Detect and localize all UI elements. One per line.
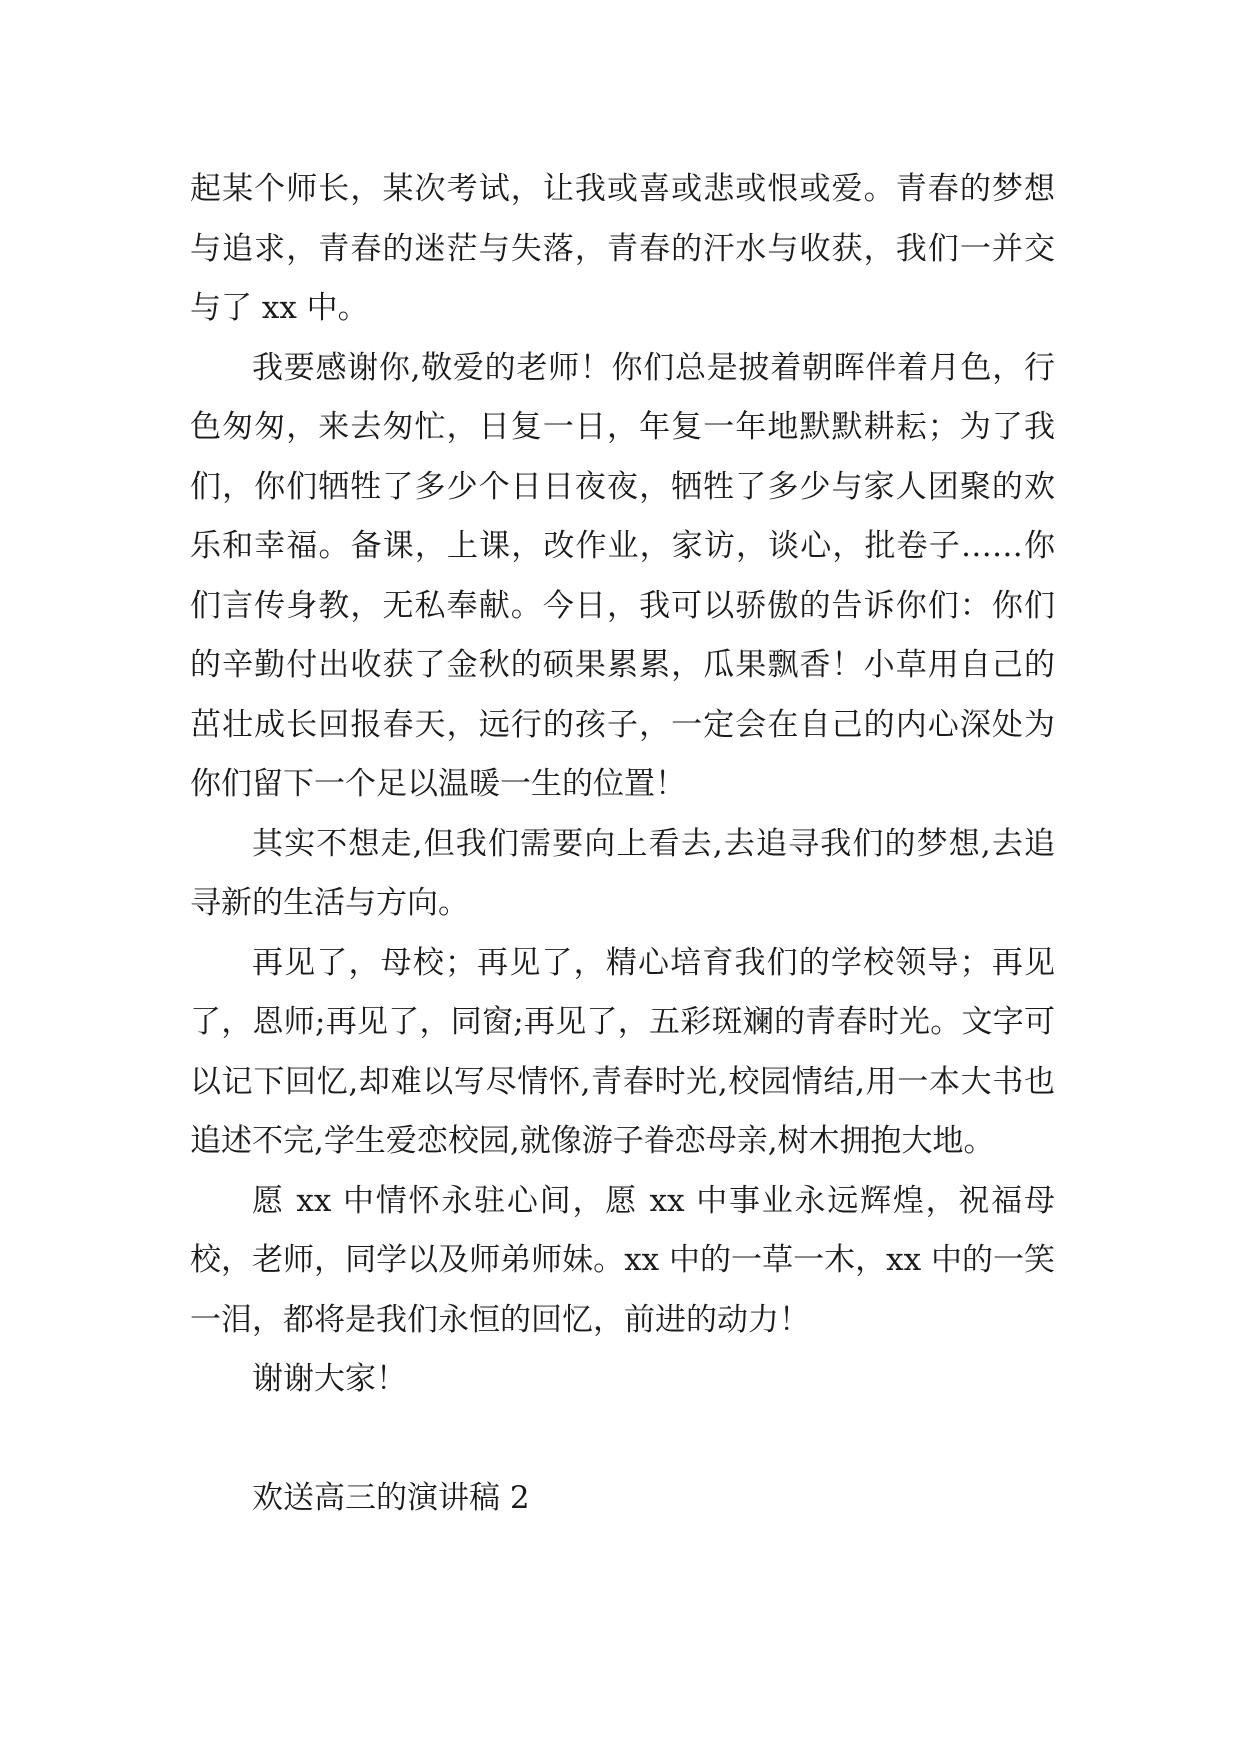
paragraph-continuation: 起某个师长，某次考试，让我或喜或悲或恨或爱。青春的梦想与追求，青春的迷茫与失落，青春的汗水与收获，我们一并交与了 xx 中。 [190, 171, 1055, 326]
paragraph-thanks: 谢谢大家！ [252, 1361, 407, 1397]
paragraph-farewell: 再见了，母校；再见了，精心培育我们的学校领导；再见了，恩师;再见了，同窗;再见了，五彩斑斓的青春时光。文字可以记下回忆,却难以写尽情怀,青春时光,校园情结,用一本大书也追述不完,学生爱恋校园,就像游子眷恋母亲,树木拥抱大地。 [190, 944, 1055, 1159]
paragraph-blessing: 愿 xx 中情怀永驻心间，愿 xx 中事业永远辉煌，祝福母校，老师，同学以及师弟师妹。xx 中的一草一木，xx 中的一笑一泪，都将是我们永恒的回忆，前进的动力！ [190, 1182, 1055, 1338]
document-body [190, 160, 1055, 1528]
paragraph-thank-teachers: 我要感谢你,敬爱的老师！你们总是披着朝晖伴着月色，行色匆匆，来去匆忙，日复一日，年复一年地默默耕耘；为了我们，你们牺牲了多少个日日夜夜，牺牲了多少与家人团聚的欢乐和幸福。备课，上课，改作业，家访，谈心，批卷子……你们言传身教，无私奉献。今日，我可以骄傲的告诉你们：你们的辛勤付出收获了金秋的硕果累累，瓜果飘香！小草用自己的茁壮成长回报春天，远行的孩子，一定会在自己的内心深处为你们留下一个足以温暖一生的位置！ [190, 349, 1055, 802]
section-heading: 欢送高三的演讲稿 2 [252, 1479, 530, 1516]
section-spacer [190, 1410, 1055, 1469]
paragraph-pursue-dreams: 其实不想走,但我们需要向上看去,去追寻我们的梦想,去追寻新的生活与方向。 [190, 825, 1055, 921]
